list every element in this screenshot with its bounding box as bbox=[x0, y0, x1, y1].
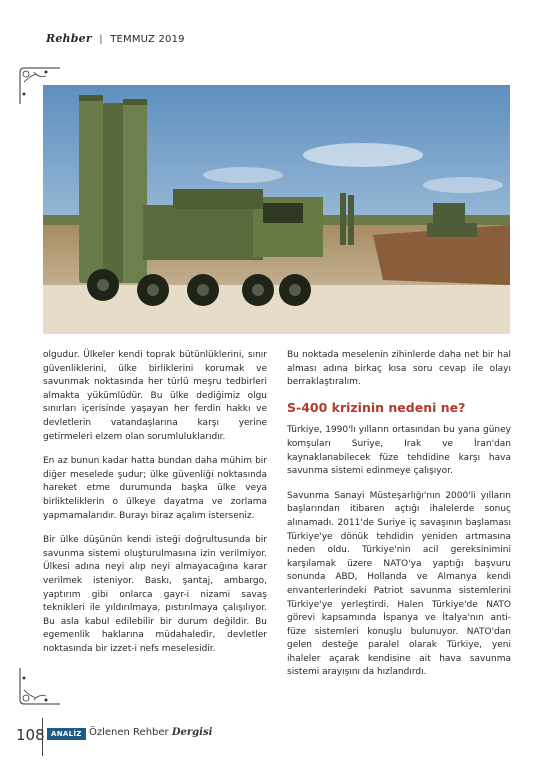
section-heading: S-400 krizinin nedeni ne? bbox=[287, 399, 466, 415]
header-separator: | bbox=[99, 34, 103, 45]
magazine-prefix: Özlenen Rehber bbox=[89, 727, 169, 738]
page-header bbox=[46, 32, 185, 45]
paragraph: Savunma Sanayi Müsteşarlığı'nın 2000'li yılların başlarından itibaren açtığı ihalelerde sonuç alınamadı. 2011'de Suriye iç savaşının başlaması Türkiye'ye dönük tehdidin yeniden artmasına neden oldu. Türkiye'nin acil gereksinimini karşılamak üzere NATO'ya yaptığı başvuru sonunda ABD, Hollanda ve Almanya kendi envanterlerindeki Patriot savunma sistemlerini Türkiye'ye yerleştirdi. Halen Türkiye'de NATO görevi kapsamında İspanya ve İtalya'nın anti-füze sistemleri konuşlu bulunuyor. NATO'dan gelen desteğe paralel olarak Türkiye, yeni ihaleler açarak kendisine ait hava savunma sistemi arayışını da hızlandırdı. bbox=[287, 490, 511, 678]
left-column bbox=[43, 349, 267, 667]
page-number: 108 bbox=[16, 726, 45, 744]
paragraph: olgudur. Ülkeler kendi toprak bütünlüklerini, sınır güvenliklerini, ülke birliklerini korumak ve savunmak noktasında her türlü meşru tedbirleri almakta yükümlüdür. Bu ülke dediğimiz olgu sınırları içerisinde yaşayan her ferdin hakkı ve devletlerin vatandaşlarına karşı yerine getirmeleri elzem olan sorumluluklarıdır. bbox=[43, 350, 267, 442]
issue-date: TEMMUZ 2019 bbox=[110, 34, 185, 45]
paragraph: Türkiye, 1990'lı yılların ortasından bu yana güney komşuları Suriye, Irak ve İran'dan kaynaklanabilecek füze tehdidine karşı hava savunma sistemi edinmeye çalışıyor. bbox=[287, 425, 511, 477]
magazine-brand: Rehber bbox=[46, 32, 92, 45]
intro-paragraph: Bu noktada meselenin zihinlerde daha net bir hal alması adına birkaç kısa soru cevap ile olayı berraklaştıralım. bbox=[287, 350, 511, 388]
corner-ornament-icon bbox=[16, 664, 64, 708]
paragraph: En az bunun kadar hatta bundan daha mühim bir diğer meselede şudur; ülke güvenliği noktasında hareket etme durumunda başka ülke veya birlikteliklerin o ülkeye dayatma ve zorlama yapmamalarıdır. Burayı biraz açalım isterseniz. bbox=[43, 456, 267, 521]
right-column bbox=[287, 349, 511, 691]
magazine-strong: Dergisi bbox=[171, 727, 213, 738]
s400-launcher-photo bbox=[43, 85, 510, 334]
magazine-name bbox=[89, 727, 212, 738]
section-badge: ANALİZ bbox=[47, 728, 86, 740]
paragraph: Bir ülke düşünün kendi isteği doğrultusunda bir savunma sistemi oluşturulmasına izin verilmiyor. Ülkesi adına neyi alıp neyi almayacağına karar verilmek isteniyor. Baskı, şantaj, ambargo, yaptırım gibi onlarca gayr-i nizami savaş teknikleri ile yıldırılmaya, pıstırılmaya çalışılıyor. Bu asla kabul edilebilir bir durum değildir. Bu egemenlik haklarına müdahaledir, devletler noktasında bir izzet-i nefs meselesidir. bbox=[43, 535, 267, 654]
page-footer bbox=[16, 725, 45, 745]
